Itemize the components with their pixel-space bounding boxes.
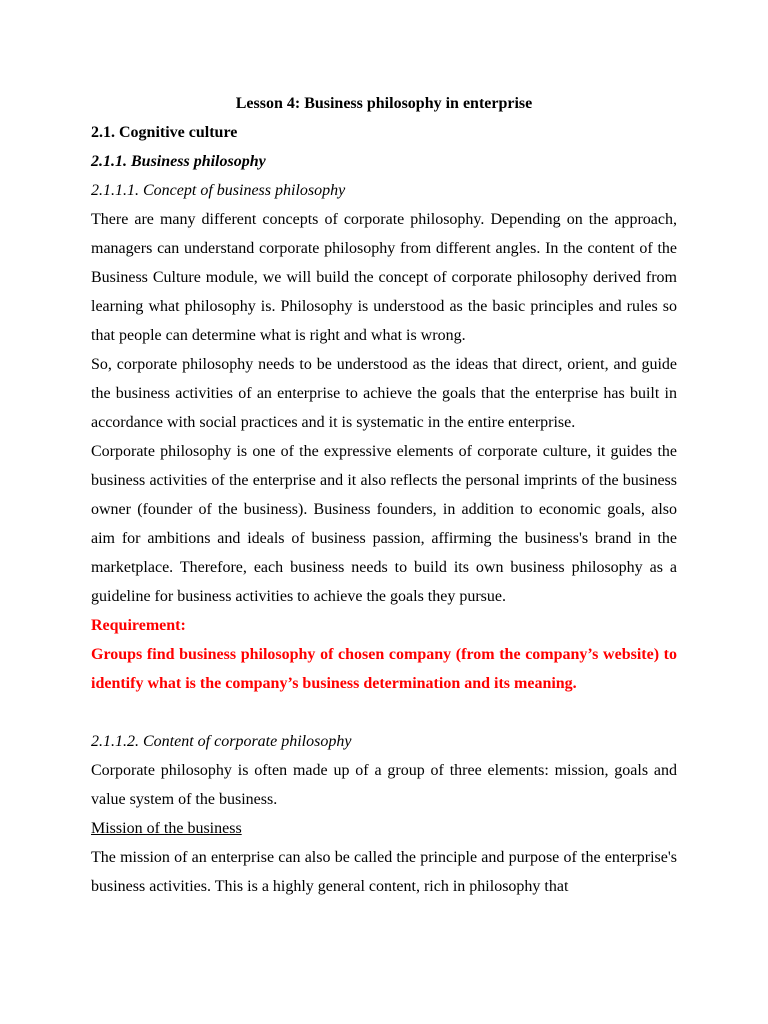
section-heading: 2.1. Cognitive culture bbox=[91, 124, 238, 141]
paragraph-expressive-elements: Corporate philosophy is one of the expressive elements of corporate culture, it guides the business activities of the enterprise and it also reflects the personal imprints of the business owner (founder of the business). Business founders, in addition to economic goals, also aim for ambitions and ideals of business passion, affirming the business's brand in the marketplace. Therefore, each business needs to build its own business philosophy as a guideline for business activities to achieve the goals they pursue. bbox=[91, 443, 677, 605]
mission-heading: Mission of the business bbox=[91, 820, 242, 837]
paragraph-mission: The mission of an enterprise can also be called the principle and purpose of the enterprise's business activities. This is a highly general content, rich in philosophy that bbox=[91, 849, 677, 895]
subsubsection-heading-content: 2.1.1.2. Content of corporate philosophy bbox=[91, 733, 352, 750]
requirement-text: Groups find business philosophy of chosen company (from the company’s website) to identify what is the company’s business determination and its meaning. bbox=[91, 646, 677, 692]
paragraph-concepts: There are many different concepts of corporate philosophy. Depending on the approach, managers can understand corporate philosophy from different angles. In the content of the Business Culture module, we will build the concept of corporate philosophy derived from learning what philosophy is. Philosophy is understood as the basic principles and rules so that people can determine what is right and what is wrong. bbox=[91, 211, 677, 344]
subsubsection-heading-concept: 2.1.1.1. Concept of business philosophy bbox=[91, 182, 346, 199]
requirement-label: Requirement: bbox=[91, 617, 186, 634]
subsection-heading: 2.1.1. Business philosophy bbox=[91, 153, 266, 170]
lesson-title: Lesson 4: Business philosophy in enterprise bbox=[235, 95, 533, 112]
document-page bbox=[91, 89, 677, 901]
paragraph-definition: So, corporate philosophy needs to be understood as the ideas that direct, orient, and guide the business activities of an enterprise to achieve the goals that the enterprise has built in accordance with social practices and it is systematic in the entire enterprise. bbox=[91, 356, 677, 431]
blank-line bbox=[91, 698, 677, 727]
paragraph-three-elements: Corporate philosophy is often made up of a group of three elements: mission, goals and value system of the business. bbox=[91, 762, 677, 808]
